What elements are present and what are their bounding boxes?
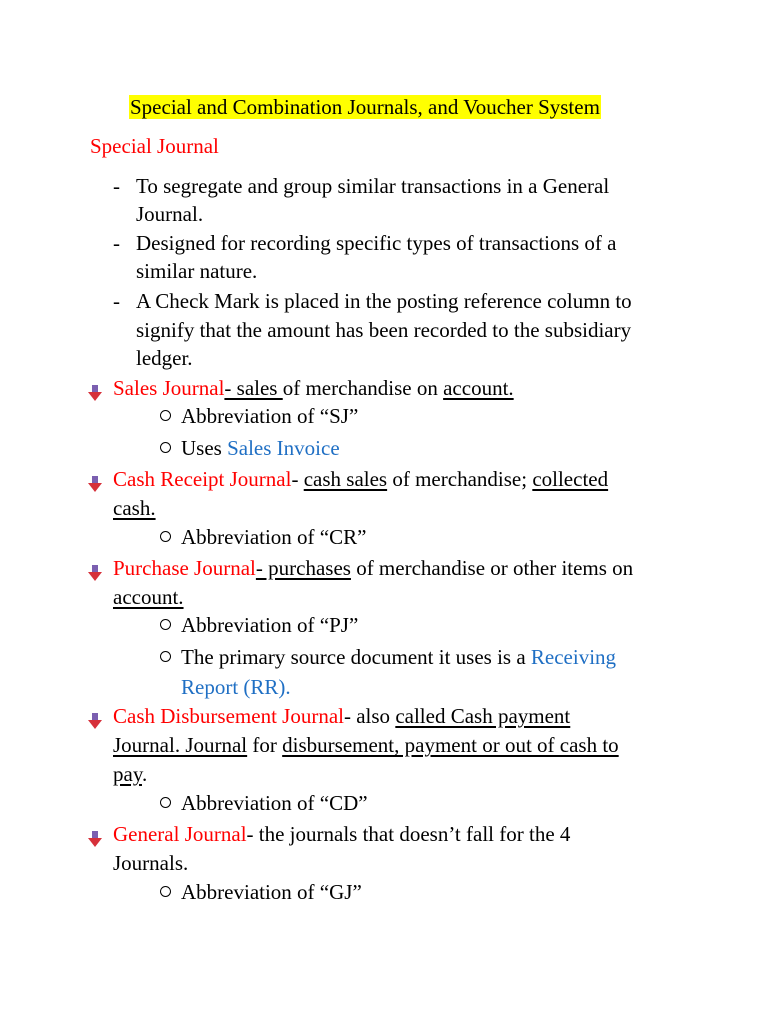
point-3-line-2: signify that the amount has been recorded to the subsidiary	[136, 318, 632, 342]
cash-receipt-desc-4: collected	[532, 467, 609, 491]
cash-receipt-desc-2: cash sales	[303, 467, 388, 491]
cash-disbursement-journal-line-3	[113, 760, 147, 788]
general-journal-line-2: Journals.	[113, 851, 189, 875]
purchase-sub-2-line-1	[181, 643, 616, 671]
circle-bullet-icon	[160, 619, 171, 630]
dash-marker: -	[113, 289, 120, 313]
cash-disb-desc-5: disbursement, payment or out of cash to	[282, 733, 619, 757]
sales-journal-sub-2-text: Uses	[181, 436, 228, 460]
sales-journal-desc-1: - sales	[224, 376, 283, 400]
sales-journal-sub-1: Abbreviation of “SJ”	[181, 404, 359, 428]
title-text: Special and Combination Journals, and Voucher System	[130, 95, 600, 119]
page-title	[129, 93, 601, 121]
arrow-bullet-icon	[88, 564, 102, 582]
cash-receipt-journal-line-2: cash.	[113, 496, 156, 520]
cash-disbursement-journal-line-2	[113, 731, 619, 759]
sales-journal-line	[113, 374, 514, 402]
point-1-line-1: To segregate and group similar transactions in a General	[136, 174, 610, 198]
sales-journal-desc-3: account.	[443, 376, 514, 400]
purchase-journal-line-1	[113, 554, 633, 582]
arrow-bullet-icon	[88, 830, 102, 848]
general-sub-1: Abbreviation of “GJ”	[181, 880, 362, 904]
cash-disb-desc-2: called Cash payment	[395, 704, 571, 728]
cash-receipt-sub-1: Abbreviation of “CR”	[181, 525, 367, 549]
general-journal-term: General Journal	[113, 822, 247, 846]
purchase-desc-1: - purchases	[255, 556, 351, 580]
cash-disbursement-journal-line-1	[113, 702, 570, 730]
cash-disb-desc-6: pay	[113, 762, 142, 786]
point-2-line-2: similar nature.	[136, 259, 258, 283]
cash-disbursement-journal-term: Cash Disbursement Journal	[113, 704, 344, 728]
receiving-term: Receiving	[530, 645, 617, 669]
cash-disb-desc-3: Journal. Journal	[113, 733, 248, 757]
special-journal-heading: Special Journal	[90, 134, 219, 158]
general-journal-line-1	[113, 820, 570, 848]
dash-marker: -	[113, 231, 120, 255]
purchase-journal-term: Purchase Journal	[113, 556, 256, 580]
cash-disb-desc-1: - also	[343, 704, 396, 728]
circle-bullet-icon	[160, 797, 171, 808]
circle-bullet-icon	[160, 531, 171, 542]
circle-bullet-icon	[160, 410, 171, 421]
cash-receipt-desc-3: of merchandise;	[387, 467, 533, 491]
cash-receipt-journal-line-1	[113, 465, 608, 493]
purchase-sub-2-line-2: Report (RR).	[181, 675, 291, 699]
cash-disbursement-sub-1: Abbreviation of “CD”	[181, 791, 368, 815]
purchase-sub-2-text: The primary source document it uses is a	[181, 645, 531, 669]
sales-journal-sub-2	[181, 434, 340, 462]
cash-receipt-desc-1: -	[291, 467, 304, 491]
circle-bullet-icon	[160, 442, 171, 453]
sales-invoice-term: Sales Invoice	[227, 436, 340, 460]
cash-receipt-journal-term: Cash Receipt Journal	[113, 467, 292, 491]
purchase-sub-1: Abbreviation of “PJ”	[181, 613, 359, 637]
cash-disb-desc-7: .	[141, 762, 148, 786]
point-3-line-1: A Check Mark is placed in the posting reference column to	[136, 289, 632, 313]
sales-journal-desc-2: of merchandise on	[282, 376, 444, 400]
general-desc-1: - the journals that doesn’t fall for the 4	[246, 822, 571, 846]
circle-bullet-icon	[160, 651, 171, 662]
purchase-desc-2: of merchandise or other items on	[350, 556, 634, 580]
point-1-line-2: Journal.	[136, 202, 204, 226]
purchase-journal-line-2: account.	[113, 585, 184, 609]
point-3-line-3: ledger.	[136, 346, 193, 370]
cash-disb-desc-4: for	[247, 733, 283, 757]
sales-journal-term: Sales Journal	[113, 376, 225, 400]
circle-bullet-icon	[160, 886, 171, 897]
arrow-bullet-icon	[88, 712, 102, 730]
arrow-bullet-icon	[88, 475, 102, 493]
point-2-line-1: Designed for recording specific types of transactions of a	[136, 231, 617, 255]
dash-marker: -	[113, 174, 120, 198]
arrow-bullet-icon	[88, 384, 102, 402]
